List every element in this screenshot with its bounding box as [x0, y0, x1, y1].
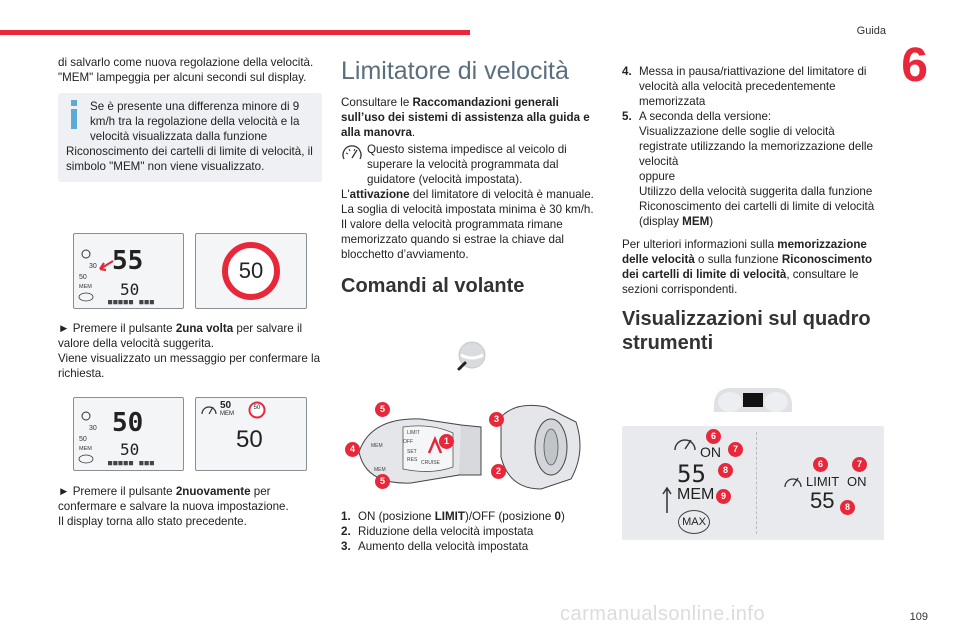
small-sign-value: 50: [253, 405, 261, 411]
info-icon: [66, 100, 82, 130]
list-item: 5. A seconda della versione: Visualizzazione delle soglie di velocità registrate utilizzando la memorizzazione delle velocità oppure Utilizzo della velocità suggerita dalla funzione Riconoscimento dei cartelli di limite di velocità (display MEM): [622, 110, 875, 228]
column-3: [622, 64, 886, 355]
display-speed-top: 55: [112, 246, 144, 276]
callout-3: 3: [489, 412, 504, 427]
status-on-right: ON: [847, 474, 867, 489]
more-info-paragraph: Per ulteriori informazioni sulla memorizzazione delle velocità o sulla funzione Riconoscimento dei cartelli di limite di velocità, consultare le sezioni corrispondenti.: [622, 238, 873, 296]
mem-small-speed: 50: [220, 400, 232, 411]
svg-text:MEM: MEM: [79, 284, 92, 290]
display-speed-bottom-2: 50: [120, 440, 140, 459]
stalk-illustration: [341, 397, 586, 497]
svg-text:MEM: MEM: [79, 446, 92, 452]
callout-7-right: 7: [852, 457, 867, 472]
list-item: 4. Messa in pausa/riattivazione del limitatore di velocità alla velocità precedentemente memorizzata: [622, 65, 867, 108]
limit-label-right: LIMIT: [806, 474, 840, 489]
stalk-label-off: OFF: [403, 439, 413, 445]
svg-text:50: 50: [79, 436, 87, 443]
cluster-display-2: [73, 397, 184, 471]
stalk-label-mem-2: MEM: [374, 467, 386, 473]
header-red-bar: [0, 30, 470, 35]
list-item: 3. Aumento della velocità impostata: [341, 540, 529, 553]
mem-left: MEM: [677, 486, 715, 503]
svg-text:50: 50: [79, 274, 87, 281]
up-arrow-icon: [662, 486, 672, 514]
display-dots-2: ■■■■■ ■■■: [108, 459, 155, 467]
section-title-steering-controls: Comandi al volante: [341, 275, 525, 297]
instrument-cluster-icon: [708, 382, 798, 420]
callout-6-right: 6: [813, 457, 828, 472]
mem-label: MEM: [220, 411, 234, 417]
red-arrow-icon: [94, 260, 114, 272]
status-on-left: ON: [700, 444, 721, 460]
callout-7-left: 7: [728, 442, 743, 457]
display-dots: ■■■■■ ■■■: [108, 298, 155, 306]
section-title-cluster-displays: Visualizzazioni sul quadro strumenti: [622, 308, 871, 354]
memorized-text: Il valore della velocità programmata rimane memorizzato quando si estrae la chiave dal blocchetto d’avviamento.: [341, 218, 564, 261]
page-number: 109: [909, 611, 928, 623]
panel-divider: [756, 432, 757, 534]
steering-wheel-icon: [455, 339, 489, 373]
warning-block: [341, 142, 603, 187]
svg-text:30: 30: [89, 263, 97, 270]
section-header: Guida: [856, 25, 886, 37]
callout-5-top: 5: [375, 402, 390, 417]
stalk-label-limit: LIMIT: [407, 430, 420, 436]
watermark: carmanualsonline.info: [560, 603, 766, 625]
step-2-result: Il display torna allo stato precedente.: [58, 515, 247, 528]
speed-right: 55: [810, 488, 835, 513]
callout-9-left: 9: [716, 489, 731, 504]
column-2: [341, 57, 603, 298]
speed-icons-column: [77, 248, 99, 304]
cluster-display-1: [73, 233, 184, 309]
speed-sign-display: [195, 233, 307, 309]
speed-left: 55: [677, 460, 706, 488]
speedometer-icon: [200, 402, 218, 416]
display-speed-bottom: 50: [120, 280, 140, 299]
speedometer-icon-right: [782, 472, 804, 490]
speed-sign-value: 50: [238, 258, 264, 283]
speedometer-icon-left: [672, 433, 698, 453]
mem-confirm-display: [195, 397, 307, 471]
list-item: 1. ON (posizione LIMIT)/OFF (posizione 0): [341, 510, 565, 523]
max-indicator: MAX: [678, 510, 710, 534]
callout-1: 1: [439, 434, 454, 449]
speed-icons-column-2: [77, 410, 99, 466]
list-item: 2. Riduzione della velocità impostata: [341, 525, 534, 538]
display-speed-top-2: 50: [112, 408, 144, 438]
chapter-number: 6: [901, 39, 928, 92]
stalk-label-cruise: CRUISE: [421, 460, 440, 466]
callout-8-right: 8: [840, 500, 855, 515]
svg-text:30: 30: [89, 425, 97, 432]
mem-big-speed: 50: [236, 426, 263, 453]
speedometer-warning-icon: [341, 144, 363, 162]
callout-8-left: 8: [718, 463, 733, 478]
activation-text: L'attivazione del limitatore di velocità è manuale.: [341, 188, 594, 201]
intro-paragraph: di salvarlo come nuova regolazione della velocità. "MEM" lampeggia per alcuni secondi sul display.: [58, 56, 314, 84]
step-1: ► Premere il pulsante 2una volta per salvare il valore della velocità suggerita. Viene visualizzato un messaggio per confermare la richiesta.: [58, 322, 321, 380]
step-1-confirm: Viene visualizzato un messaggio per confermare la richiesta.: [58, 352, 321, 380]
stalk-label-set: SET: [407, 449, 417, 455]
callout-6-left: 6: [706, 429, 721, 444]
stalk-label-res: RES: [407, 457, 418, 463]
info-note: [58, 93, 322, 182]
min-speed-text: La soglia di velocità impostata minima è 30 km/h.: [341, 203, 594, 216]
warning-text: Questo sistema impedisce al veicolo di superare la velocità programmata dal guidatore (velocità impostata).: [367, 143, 567, 186]
step-2: ► Premere il pulsante 2nuovamente per confermare e salvare la nuova impostazione. Il display torna allo stato precedente.: [58, 484, 322, 529]
callout-2: 2: [491, 464, 506, 479]
callout-4: 4: [345, 442, 360, 457]
cluster-display-panel: [622, 426, 884, 540]
stalk-label-mem: MEM: [371, 443, 383, 449]
consult-paragraph: Consultare le Raccomandazioni generali sull’uso dei sistemi di assistenza alla guida e alla manovra.: [341, 96, 590, 139]
note-text: Se è presente una differenza minore di 9 km/h tra la regolazione della velocità e la velocità visualizzata dalla funzione Riconoscimento dei cartelli di limite di velocità, il simbolo "MEM" non viene visualizzato.: [66, 100, 313, 173]
column-1: [58, 55, 322, 182]
controls-list: [341, 509, 603, 554]
callout-5-bottom: 5: [375, 474, 390, 489]
section-title-limiter: Limitatore di velocità: [341, 57, 569, 85]
